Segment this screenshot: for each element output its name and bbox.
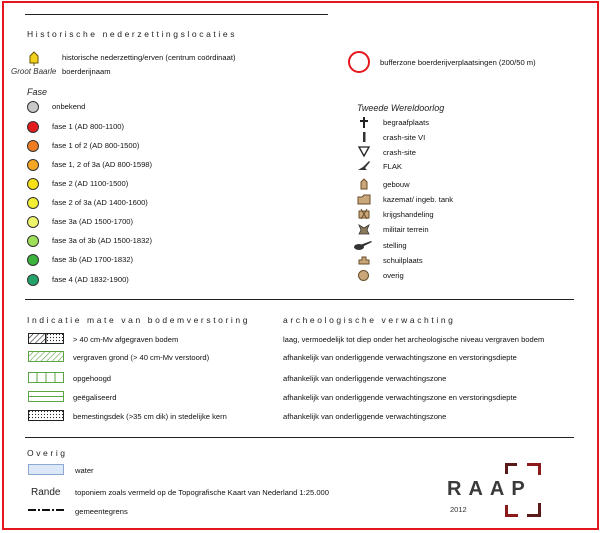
- casemate-icon: [357, 193, 371, 205]
- ww2-label: stelling: [383, 241, 407, 250]
- disturbed-soil-swatch: [28, 351, 64, 362]
- water-swatch: [28, 464, 64, 475]
- toponym-sample: Rande: [31, 487, 61, 498]
- phase-title: Fase: [27, 87, 48, 97]
- phase-label: fase 3a of 3b (AD 1500-1832): [52, 236, 153, 245]
- settlement-label: historische nederzetting/erven (centrum coördinaat): [62, 53, 236, 62]
- logo-year: 2012: [450, 505, 467, 514]
- phase-swatch-0: [27, 101, 39, 113]
- phase-label: fase 4 (AD 1832-1900): [52, 275, 129, 284]
- levelled-soil-swatch: [28, 391, 64, 402]
- dug-soil-swatch: [28, 333, 64, 344]
- phase-label: fase 3b (AD 1700-1832): [52, 255, 134, 264]
- other-title: Overig: [27, 448, 68, 458]
- phase-label: onbekend: [52, 102, 86, 111]
- ww2-label: crash-site VI: [383, 133, 426, 142]
- raised-soil-swatch: [28, 372, 64, 383]
- ww2-label: FLAK: [383, 162, 402, 171]
- manure-layer-swatch: [28, 410, 64, 421]
- phase-label: fase 2 of 3a (AD 1400-1600): [52, 198, 148, 207]
- grave-cross-icon: [357, 116, 371, 128]
- phase-label: fase 1 (AD 800-1100): [52, 122, 125, 131]
- ww2-label: kazemat/ ingeb. tank: [383, 195, 454, 204]
- phase-swatch-3: [27, 159, 39, 171]
- building-icon: [357, 178, 371, 190]
- phase-label: fase 1, 2 of 3a (AD 800-1598): [52, 160, 153, 169]
- farm-name-sample: Groot Baarle: [11, 67, 57, 76]
- military-terrain-icon: [357, 223, 371, 235]
- phase-swatch-9: [27, 274, 39, 286]
- municipal-boundary-line: [28, 507, 66, 513]
- disturbance-label: bemestingsdek (>35 cm dik) in stedelijke kern: [73, 412, 227, 421]
- boundary-label: gemeentegrens: [75, 507, 128, 516]
- ww2-label: krijgshandeling: [383, 210, 434, 219]
- toponym-label: toponiem zoals vermeld op de Topografische Kaart van Nederland 1:25.000: [75, 488, 329, 497]
- ww2-label: begraafplaats: [383, 118, 430, 127]
- top-rule: [25, 14, 328, 15]
- settlement-marker-icon: [28, 51, 40, 67]
- disturbance-label: geëgaliseerd: [73, 393, 117, 402]
- phase-swatch-6: [27, 216, 39, 228]
- disturbance-label: vergraven grond (> 40 cm-Mv verstoord): [73, 353, 210, 362]
- artillery-position-icon: [352, 239, 372, 251]
- ww2-label: overig: [383, 271, 404, 280]
- historic-title: Historische nederzettingslocaties: [27, 29, 238, 39]
- phase-label: fase 2 (AD 1100-1500): [52, 179, 129, 188]
- expectation-label: afhankelijk van onderliggende verwachtingszone en verstoringsdiepte: [283, 393, 517, 402]
- phase-swatch-5: [27, 197, 39, 209]
- phase-swatch-4: [27, 178, 39, 190]
- v1-crash-icon: [357, 131, 371, 143]
- expectation-title: archeologische verwachting: [283, 315, 456, 325]
- raap-logo-text: RAAP: [447, 478, 532, 500]
- phase-swatch-2: [27, 140, 39, 152]
- phase-swatch-7: [27, 235, 39, 247]
- section-divider: [25, 299, 574, 300]
- disturbance-title: Indicatie mate van bodemverstoring: [27, 315, 251, 325]
- phase-label: fase 3a (AD 1500-1700): [52, 217, 134, 226]
- battle-icon: [357, 208, 371, 220]
- ww2-title: Tweede Wereldoorlog: [357, 103, 445, 113]
- expectation-label: laag, vermoedelijk tot diep onder het archeologische niveau vergraven bodem: [283, 335, 545, 344]
- other-circle-icon: [358, 270, 369, 281]
- disturbance-label: > 40 cm-Mv afgegraven bodem: [73, 335, 179, 344]
- ww2-label: gebouw: [383, 180, 410, 189]
- ww2-label: crash-site: [383, 148, 416, 157]
- expectation-label: afhankelijk van onderliggende verwachtingszone: [283, 412, 447, 421]
- phase-label: fase 1 of 2 (AD 800-1500): [52, 141, 140, 150]
- expectation-label: afhankelijk van onderliggende verwachtingszone: [283, 374, 447, 383]
- crash-site-triangle-icon: [357, 146, 371, 158]
- water-label: water: [75, 466, 94, 475]
- ww2-label: schuilplaats: [383, 256, 423, 265]
- buffer-circle-icon: [348, 51, 370, 73]
- phase-swatch-8: [27, 254, 39, 266]
- expectation-label: afhankelijk van onderliggende verwachtingszone en verstoringsdiepte: [283, 353, 517, 362]
- ww2-label: militair terrein: [383, 225, 429, 234]
- section-divider: [25, 437, 574, 438]
- phase-swatch-1: [27, 121, 39, 133]
- farm-name-label: boerderijnaam: [62, 67, 111, 76]
- buffer-label: bufferzone boerderijverplaatsingen (200/50 m): [380, 58, 536, 67]
- legend-frame: [2, 1, 599, 530]
- disturbance-label: opgehoogd: [73, 374, 112, 383]
- shelter-icon: [357, 254, 371, 266]
- flak-gun-icon: [357, 160, 371, 172]
